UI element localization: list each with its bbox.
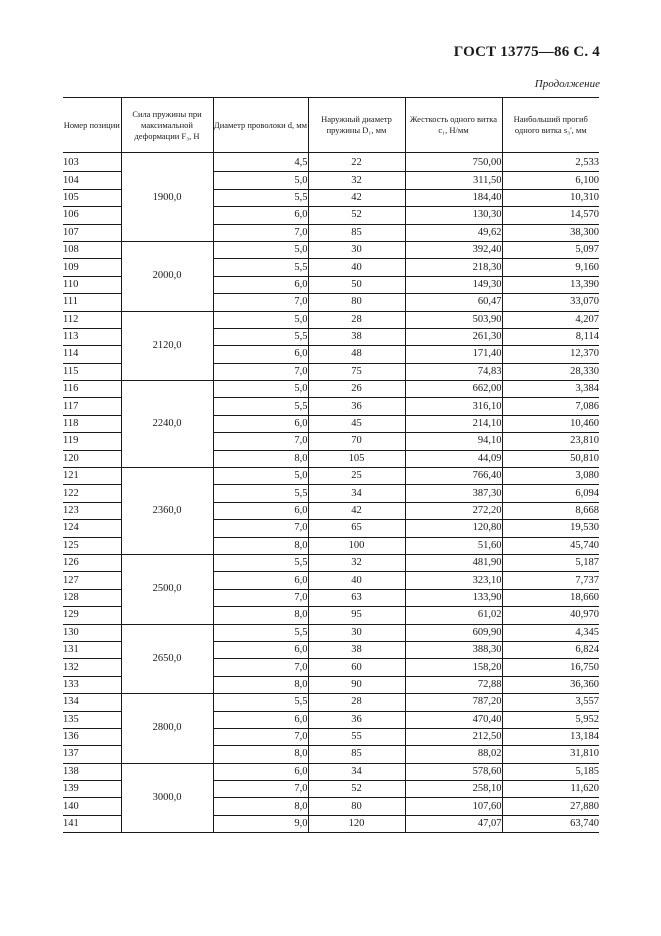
cell-outer-diameter: 34 <box>308 485 405 502</box>
cell-outer-diameter: 36 <box>308 398 405 415</box>
cell-outer-diameter: 38 <box>308 641 405 658</box>
cell-wire-diameter: 5,5 <box>213 554 308 571</box>
cell-stiffness: 388,30 <box>405 641 502 658</box>
cell-deflection: 38,300 <box>502 224 599 241</box>
cell-outer-diameter: 40 <box>308 572 405 589</box>
cell-wire-diameter: 6,0 <box>213 641 308 658</box>
cell-position: 107 <box>63 224 121 241</box>
cell-force: 2650,0 <box>121 624 213 694</box>
cell-outer-diameter: 60 <box>308 659 405 676</box>
cell-deflection: 11,620 <box>502 781 599 798</box>
cell-deflection: 31,810 <box>502 746 599 763</box>
cell-force: 2360,0 <box>121 468 213 555</box>
cell-position: 126 <box>63 554 121 571</box>
cell-position: 133 <box>63 676 121 693</box>
cell-force: 2240,0 <box>121 381 213 468</box>
cell-deflection: 9,160 <box>502 259 599 276</box>
cell-stiffness: 392,40 <box>405 241 502 258</box>
cell-position: 112 <box>63 311 121 328</box>
cell-wire-diameter: 7,0 <box>213 294 308 311</box>
cell-stiffness: 72,88 <box>405 676 502 693</box>
cell-wire-diameter: 7,0 <box>213 433 308 450</box>
cell-deflection: 7,086 <box>502 398 599 415</box>
cell-deflection: 2,533 <box>502 153 599 172</box>
cell-wire-diameter: 5,5 <box>213 694 308 711</box>
cell-wire-diameter: 5,0 <box>213 381 308 398</box>
header-stiffness: Жесткость одного витка c₁, Н/мм <box>405 98 502 153</box>
page-header-title: ГОСТ 13775—86 С. 4 <box>453 44 600 60</box>
cell-outer-diameter: 63 <box>308 589 405 606</box>
table-row <box>63 694 599 711</box>
table-row <box>63 763 599 780</box>
cell-stiffness: 120,80 <box>405 520 502 537</box>
table-row <box>63 153 599 172</box>
cell-deflection: 19,530 <box>502 520 599 537</box>
cell-wire-diameter: 6,0 <box>213 763 308 780</box>
cell-outer-diameter: 32 <box>308 554 405 571</box>
table-row <box>63 624 599 641</box>
cell-stiffness: 149,30 <box>405 276 502 293</box>
cell-outer-diameter: 30 <box>308 241 405 258</box>
cell-deflection: 18,660 <box>502 589 599 606</box>
cell-deflection: 3,080 <box>502 468 599 485</box>
cell-outer-diameter: 50 <box>308 276 405 293</box>
cell-outer-diameter: 30 <box>308 624 405 641</box>
cell-outer-diameter: 52 <box>308 781 405 798</box>
cell-deflection: 6,100 <box>502 172 599 189</box>
cell-deflection: 6,094 <box>502 485 599 502</box>
cell-force: 3000,0 <box>121 763 213 833</box>
cell-force: 2800,0 <box>121 694 213 764</box>
cell-deflection: 3,557 <box>502 694 599 711</box>
cell-stiffness: 481,90 <box>405 554 502 571</box>
cell-wire-diameter: 8,0 <box>213 746 308 763</box>
cell-force: 2000,0 <box>121 241 213 311</box>
cell-outer-diameter: 90 <box>308 676 405 693</box>
cell-outer-diameter: 42 <box>308 189 405 206</box>
cell-position: 104 <box>63 172 121 189</box>
cell-wire-diameter: 7,0 <box>213 363 308 380</box>
header-wire-diameter: Диаметр проволоки d, мм <box>213 98 308 153</box>
cell-position: 131 <box>63 641 121 658</box>
cell-outer-diameter: 34 <box>308 763 405 780</box>
cell-stiffness: 60,47 <box>405 294 502 311</box>
cell-deflection: 36,360 <box>502 676 599 693</box>
cell-wire-diameter: 8,0 <box>213 450 308 467</box>
cell-stiffness: 94,10 <box>405 433 502 450</box>
cell-deflection: 3,384 <box>502 381 599 398</box>
header-force: Сила пружины при максимальной деформации F₃, Н <box>121 98 213 153</box>
cell-position: 109 <box>63 259 121 276</box>
cell-deflection: 13,390 <box>502 276 599 293</box>
cell-deflection: 5,952 <box>502 711 599 728</box>
cell-position: 123 <box>63 502 121 519</box>
cell-position: 130 <box>63 624 121 641</box>
cell-wire-diameter: 7,0 <box>213 728 308 745</box>
cell-stiffness: 766,40 <box>405 468 502 485</box>
cell-deflection: 12,370 <box>502 346 599 363</box>
cell-stiffness: 316,10 <box>405 398 502 415</box>
cell-outer-diameter: 105 <box>308 450 405 467</box>
cell-outer-diameter: 100 <box>308 537 405 554</box>
cell-wire-diameter: 8,0 <box>213 607 308 624</box>
cell-wire-diameter: 5,0 <box>213 311 308 328</box>
table-row <box>63 554 599 571</box>
cell-deflection: 5,097 <box>502 241 599 258</box>
cell-stiffness: 51,60 <box>405 537 502 554</box>
cell-position: 117 <box>63 398 121 415</box>
cell-deflection: 16,750 <box>502 659 599 676</box>
cell-stiffness: 88,02 <box>405 746 502 763</box>
cell-wire-diameter: 7,0 <box>213 589 308 606</box>
cell-outer-diameter: 80 <box>308 294 405 311</box>
cell-deflection: 4,207 <box>502 311 599 328</box>
cell-wire-diameter: 6,0 <box>213 346 308 363</box>
cell-outer-diameter: 85 <box>308 224 405 241</box>
cell-position: 122 <box>63 485 121 502</box>
cell-stiffness: 311,50 <box>405 172 502 189</box>
cell-stiffness: 609,90 <box>405 624 502 641</box>
cell-wire-diameter: 8,0 <box>213 676 308 693</box>
cell-deflection: 63,740 <box>502 815 599 832</box>
cell-stiffness: 130,30 <box>405 207 502 224</box>
cell-wire-diameter: 5,5 <box>213 485 308 502</box>
cell-position: 132 <box>63 659 121 676</box>
cell-stiffness: 323,10 <box>405 572 502 589</box>
cell-outer-diameter: 25 <box>308 468 405 485</box>
cell-deflection: 14,570 <box>502 207 599 224</box>
cell-stiffness: 387,30 <box>405 485 502 502</box>
cell-wire-diameter: 7,0 <box>213 659 308 676</box>
table-row <box>63 381 599 398</box>
cell-position: 121 <box>63 468 121 485</box>
cell-position: 137 <box>63 746 121 763</box>
table-header-row <box>63 98 599 153</box>
cell-position: 115 <box>63 363 121 380</box>
cell-position: 108 <box>63 241 121 258</box>
cell-outer-diameter: 38 <box>308 328 405 345</box>
cell-position: 119 <box>63 433 121 450</box>
spring-spec-table <box>63 97 599 833</box>
cell-wire-diameter: 8,0 <box>213 798 308 815</box>
cell-outer-diameter: 55 <box>308 728 405 745</box>
cell-stiffness: 787,20 <box>405 694 502 711</box>
cell-wire-diameter: 6,0 <box>213 276 308 293</box>
table-row <box>63 468 599 485</box>
cell-position: 116 <box>63 381 121 398</box>
cell-position: 118 <box>63 415 121 432</box>
cell-outer-diameter: 42 <box>308 502 405 519</box>
cell-stiffness: 133,90 <box>405 589 502 606</box>
cell-stiffness: 218,30 <box>405 259 502 276</box>
cell-wire-diameter: 8,0 <box>213 537 308 554</box>
cell-position: 129 <box>63 607 121 624</box>
cell-outer-diameter: 65 <box>308 520 405 537</box>
cell-position: 139 <box>63 781 121 798</box>
cell-position: 134 <box>63 694 121 711</box>
cell-deflection: 27,880 <box>502 798 599 815</box>
cell-wire-diameter: 4,5 <box>213 153 308 172</box>
cell-outer-diameter: 70 <box>308 433 405 450</box>
cell-wire-diameter: 5,5 <box>213 189 308 206</box>
cell-wire-diameter: 6,0 <box>213 502 308 519</box>
cell-deflection: 23,810 <box>502 433 599 450</box>
cell-outer-diameter: 36 <box>308 711 405 728</box>
cell-deflection: 10,310 <box>502 189 599 206</box>
cell-deflection: 8,668 <box>502 502 599 519</box>
cell-position: 135 <box>63 711 121 728</box>
cell-stiffness: 212,50 <box>405 728 502 745</box>
cell-position: 128 <box>63 589 121 606</box>
cell-outer-diameter: 52 <box>308 207 405 224</box>
cell-deflection: 7,737 <box>502 572 599 589</box>
cell-outer-diameter: 75 <box>308 363 405 380</box>
cell-outer-diameter: 48 <box>308 346 405 363</box>
cell-force: 2120,0 <box>121 311 213 381</box>
cell-outer-diameter: 40 <box>308 259 405 276</box>
cell-stiffness: 158,20 <box>405 659 502 676</box>
cell-outer-diameter: 45 <box>308 415 405 432</box>
cell-deflection: 5,185 <box>502 763 599 780</box>
cell-position: 138 <box>63 763 121 780</box>
cell-stiffness: 47,07 <box>405 815 502 832</box>
cell-deflection: 4,345 <box>502 624 599 641</box>
cell-position: 136 <box>63 728 121 745</box>
cell-outer-diameter: 26 <box>308 381 405 398</box>
cell-stiffness: 44,09 <box>405 450 502 467</box>
cell-wire-diameter: 5,0 <box>213 172 308 189</box>
header-deflection: Наибольший прогиб одного витка s₃', мм <box>502 98 599 153</box>
header-outer-diameter: Наружный диаметр пружины D₁, мм <box>308 98 405 153</box>
cell-outer-diameter: 95 <box>308 607 405 624</box>
cell-outer-diameter: 28 <box>308 311 405 328</box>
cell-position: 125 <box>63 537 121 554</box>
cell-stiffness: 470,40 <box>405 711 502 728</box>
cell-position: 114 <box>63 346 121 363</box>
continuation-label: Продолжение <box>534 78 600 90</box>
cell-outer-diameter: 28 <box>308 694 405 711</box>
cell-position: 106 <box>63 207 121 224</box>
cell-position: 124 <box>63 520 121 537</box>
cell-position: 113 <box>63 328 121 345</box>
cell-wire-diameter: 6,0 <box>213 207 308 224</box>
cell-wire-diameter: 9,0 <box>213 815 308 832</box>
cell-position: 103 <box>63 153 121 172</box>
cell-wire-diameter: 6,0 <box>213 415 308 432</box>
cell-wire-diameter: 6,0 <box>213 572 308 589</box>
cell-wire-diameter: 5,5 <box>213 328 308 345</box>
table-body <box>63 153 599 833</box>
cell-force: 2500,0 <box>121 554 213 624</box>
cell-deflection: 45,740 <box>502 537 599 554</box>
cell-wire-diameter: 5,5 <box>213 624 308 641</box>
cell-deflection: 28,330 <box>502 363 599 380</box>
cell-deflection: 50,810 <box>502 450 599 467</box>
cell-wire-diameter: 5,0 <box>213 468 308 485</box>
cell-stiffness: 578,60 <box>405 763 502 780</box>
cell-position: 105 <box>63 189 121 206</box>
cell-deflection: 13,184 <box>502 728 599 745</box>
cell-outer-diameter: 22 <box>308 153 405 172</box>
cell-stiffness: 171,40 <box>405 346 502 363</box>
cell-stiffness: 272,20 <box>405 502 502 519</box>
cell-position: 141 <box>63 815 121 832</box>
cell-stiffness: 750,00 <box>405 153 502 172</box>
cell-stiffness: 184,40 <box>405 189 502 206</box>
cell-wire-diameter: 7,0 <box>213 520 308 537</box>
cell-outer-diameter: 80 <box>308 798 405 815</box>
cell-deflection: 5,187 <box>502 554 599 571</box>
cell-stiffness: 214,10 <box>405 415 502 432</box>
cell-stiffness: 258,10 <box>405 781 502 798</box>
cell-wire-diameter: 5,0 <box>213 241 308 258</box>
cell-deflection: 33,070 <box>502 294 599 311</box>
cell-stiffness: 61,02 <box>405 607 502 624</box>
cell-position: 111 <box>63 294 121 311</box>
cell-wire-diameter: 5,5 <box>213 259 308 276</box>
cell-position: 110 <box>63 276 121 293</box>
cell-wire-diameter: 6,0 <box>213 711 308 728</box>
cell-wire-diameter: 5,5 <box>213 398 308 415</box>
cell-deflection: 40,970 <box>502 607 599 624</box>
cell-wire-diameter: 7,0 <box>213 224 308 241</box>
cell-position: 140 <box>63 798 121 815</box>
cell-stiffness: 49,62 <box>405 224 502 241</box>
cell-stiffness: 107,60 <box>405 798 502 815</box>
cell-stiffness: 503,90 <box>405 311 502 328</box>
cell-outer-diameter: 32 <box>308 172 405 189</box>
cell-stiffness: 261,30 <box>405 328 502 345</box>
table-row <box>63 241 599 258</box>
cell-stiffness: 74,83 <box>405 363 502 380</box>
cell-position: 127 <box>63 572 121 589</box>
table-row <box>63 311 599 328</box>
cell-deflection: 10,460 <box>502 415 599 432</box>
cell-deflection: 8,114 <box>502 328 599 345</box>
cell-deflection: 6,824 <box>502 641 599 658</box>
cell-stiffness: 662,00 <box>405 381 502 398</box>
cell-outer-diameter: 85 <box>308 746 405 763</box>
cell-wire-diameter: 7,0 <box>213 781 308 798</box>
cell-position: 120 <box>63 450 121 467</box>
cell-outer-diameter: 120 <box>308 815 405 832</box>
header-position: Номер позиции <box>63 98 121 153</box>
cell-force: 1900,0 <box>121 153 213 242</box>
